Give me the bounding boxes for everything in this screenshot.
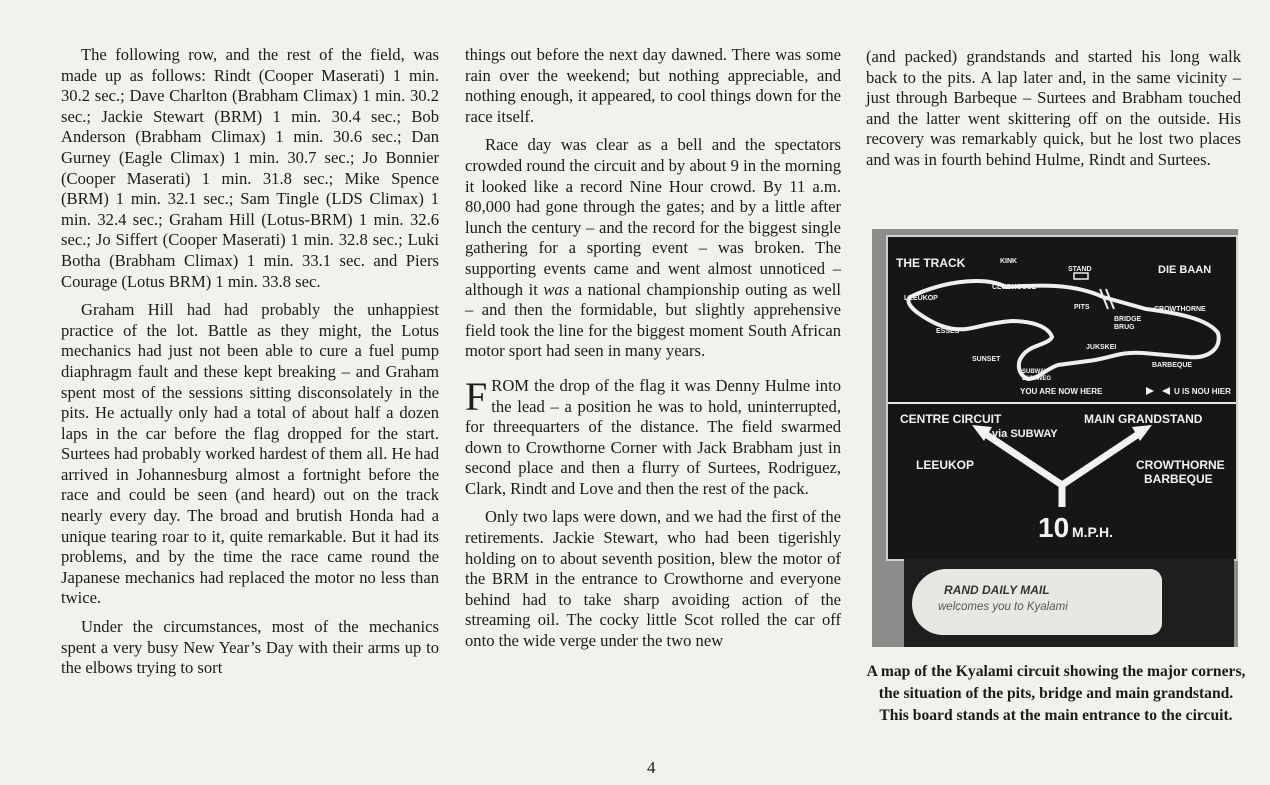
paragraph: Race day was clear as a bell and the spectators crowded round the circuit and by about 9 in the morning it looked like a record Nine Hour crowd. By 11 a.m. 80,000 had gone through the gates; and by a little after lunch the century – and the record for the biggest single gathering for a sporting event – was broken. The supporting events came and went almost unnoticed – although it was a national championship outing as well – and then the formidable, but slightly apprehensive field took the line for the biggest moment South African motor sport had seen in many years. — [465, 135, 842, 361]
paragraph: The following row, and the rest of the field, was made up as follows: Rindt (Cooper Maserati) 1 min. 30.2 sec.; Dave Charlton (Brabham Climax) 1 min. 30.2 sec.; Jackie Stewart (BRM) 1 min. 30.4 sec.; Bob Anderson (Brabham Climax) 1 min. 30.6 sec.; Dan Gurney (Eagle Climax) 1 min. 30.7 sec.; Jo Bonnier (Cooper Maserati) 1 min. 31.8 sec.; Mike Spence (BRM) 1 min. 32.1 sec.; Sam Tingle (LDS Climax) 1 min. 32.4 sec.; Graham Hill (Lotus-BRM) 1 min. 32.6 sec.; Jo Siffert (Cooper Maserati) 1 min. 32.8 sec.; Luki Botha (Brabham Climax) 1 min. 33.1 sec. and Piers Courage (Lotus BRM) 1 min. 33.8 sec. — [61, 45, 439, 291]
direction-via-subway: via SUBWAY — [992, 428, 1058, 440]
text-column-3 — [866, 47, 1241, 179]
paragraph: things out before the next day dawned. There was some rain over the weekend; but nothing appreciable, and nothing enough, it appeared, to cool things down for the race itself. — [465, 45, 841, 126]
paragraph: Under the circumstances, most of the mechanics spent a very busy New Year’s Day with their arms up to the elbows trying to sort — [61, 617, 439, 678]
speed-limit-unit: M.P.H. — [1072, 524, 1113, 540]
label-esses: ESSES — [936, 328, 960, 335]
sign-line-1: RAND DAILY MAIL — [944, 583, 1050, 597]
board-title: THE TRACK — [896, 256, 966, 270]
track-map-svg — [888, 237, 1236, 559]
speed-limit-number: 10 — [1038, 512, 1070, 543]
circuit-board-photo — [872, 229, 1238, 647]
label-pits: PITS — [1074, 304, 1090, 311]
label-kink: KINK — [1000, 258, 1018, 265]
direction-barbeque: BARBEQUE — [1144, 472, 1213, 486]
paragraph: Graham Hill had had probably the unhappiest practice of the lot. Battle as they might, the Lotus mechanics had just not been able to cure a fuel pump diaphragm fault and these kept breaking – and Graham spent most of the sessions sitting disconsolately in the pits. He actually only had a total of about half a dozen laps in the car before the flag dropped for the start. Surtees had probably worked hardest of them all. He had arrived in Johannesburg almost a fortnight before the race and could be seen (and heard) out on the track nearly every day. The broad and brutish Honda had a unique tearing roar to it, quite remarkable. But it had its problems, and by the time the race came round the Japanese mechanics had replaced the motor no less than twice. — [61, 300, 439, 608]
page-number: 4 — [647, 758, 656, 777]
label-subway: SUBWAY — [1022, 369, 1048, 375]
paragraph: Only two laps were down, and we had the first of the retirements. Jackie Stewart, who had been tigerishly holding on to about seventh position, blew the motor of the BRM in the entrance to Crowthorne and everyone behind had to take sharp avoiding action of the streaming oil. The cocky little Scot rolled the car off onto the wide verge under the two new — [465, 507, 841, 651]
label-crowthorne: CROWTHORNE — [1154, 306, 1206, 313]
track-board — [886, 235, 1238, 561]
direction-leeukop: LEEUKOP — [916, 458, 975, 472]
label-jukskei: JUKSKEI — [1086, 344, 1117, 351]
label-you-are-here: YOU ARE NOW HERE — [1020, 387, 1103, 396]
drop-cap: F — [465, 373, 488, 419]
label-duikweg: DUIKWEG — [1022, 376, 1051, 382]
label-clubhouse: CLUBHOUSE — [992, 284, 1037, 291]
label-barbeque: BARBEQUE — [1152, 362, 1193, 369]
label-bridge: BRIDGE — [1114, 316, 1142, 323]
figure-caption: A map of the Kyalami circuit showing the major corners, the situation of the pits, bridge and main grandstand. This board stands at the main entrance to the circuit. — [866, 663, 1246, 724]
label-sunset: SUNSET — [972, 356, 1001, 363]
paragraph: FROM the drop of the flag it was Denny Hulme into the lead – a position he was to hold, uninterrupted, for threequarters of the distance. The field swarmed down to Crowthorne Corner with Jack Brabham just in second place and then a flurry of Surtees, Rodriguez, Clark, Rindt and Love and then the rest of the pack. — [465, 373, 841, 498]
newspaper-sign — [912, 569, 1162, 635]
direction-crowthorne: CROWTHORNE — [1136, 458, 1225, 472]
label-u-is-hier: U IS NOU HIER — [1174, 387, 1231, 396]
label-stand: STAND — [1068, 266, 1092, 273]
direction-centre-circuit: CENTRE CIRCUIT — [900, 412, 1002, 426]
paragraph: (and packed) grandstands and started his long walk back to the pits. A lap later and, in the same vicinity – just through Barbeque – Surtees and Brabham touched and the latter went skittering off on the outside. His recovery was remarkably quick, but he lost two places and was in fourth behind Hulme, Rindt and Surtees. — [866, 47, 1241, 169]
label-leeukop: LEEUKOP — [904, 295, 938, 302]
label-brug: BRUG — [1114, 324, 1135, 331]
text-column-1 — [61, 45, 439, 687]
text-column-2 — [465, 45, 841, 660]
direction-main-grandstand: MAIN GRANDSTAND — [1084, 412, 1203, 426]
label-die-baan: DIE BAAN — [1158, 264, 1212, 276]
sign-line-2: welcomes you to Kyalami — [938, 601, 1068, 613]
